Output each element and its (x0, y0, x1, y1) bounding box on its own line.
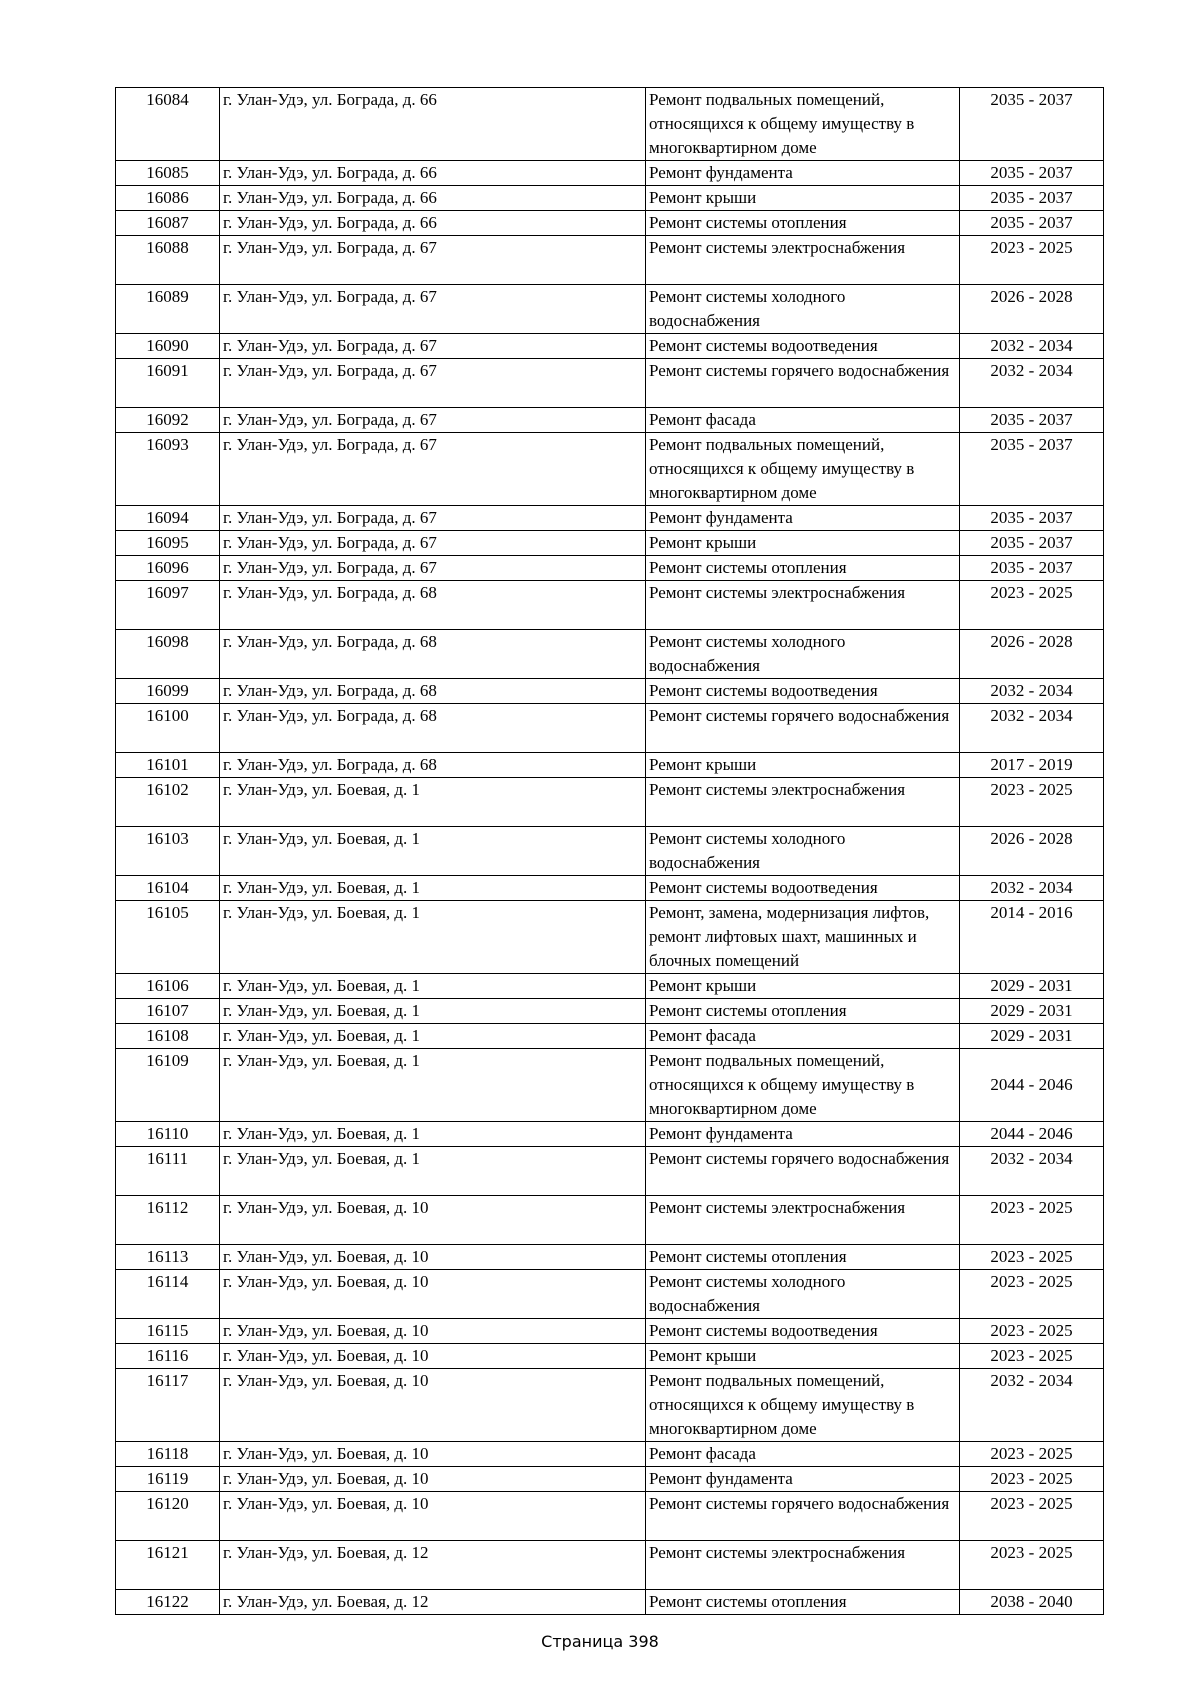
row-address: г. Улан-Удэ, ул. Бограда, д. 68 (220, 581, 646, 630)
table-row (116, 827, 1104, 876)
table-row (116, 778, 1104, 827)
row-work-type: Ремонт системы отопления (646, 999, 960, 1024)
row-work-type: Ремонт подвальных помещений, относящихся к общему имуществу в многоквартирном доме (646, 1369, 960, 1442)
row-number: 16102 (116, 778, 220, 827)
row-address: г. Улан-Удэ, ул. Бограда, д. 68 (220, 753, 646, 778)
row-work-type: Ремонт системы холодного водоснабжения (646, 285, 960, 334)
row-number: 16120 (116, 1492, 220, 1541)
row-work-type: Ремонт подвальных помещений, относящихся к общему имуществу в многоквартирном доме (646, 1049, 960, 1122)
table-row (116, 630, 1104, 679)
row-address: г. Улан-Удэ, ул. Боевая, д. 1 (220, 1122, 646, 1147)
row-address: г. Улан-Удэ, ул. Боевая, д. 1 (220, 901, 646, 974)
row-number: 16111 (116, 1147, 220, 1196)
row-work-type: Ремонт крыши (646, 974, 960, 999)
row-address: г. Улан-Удэ, ул. Бограда, д. 67 (220, 285, 646, 334)
table-row (116, 1319, 1104, 1344)
row-address: г. Улан-Удэ, ул. Боевая, д. 1 (220, 876, 646, 901)
row-work-type: Ремонт крыши (646, 753, 960, 778)
row-period: 2029 - 2031 (960, 999, 1104, 1024)
row-address: г. Улан-Удэ, ул. Боевая, д. 10 (220, 1492, 646, 1541)
row-work-type: Ремонт системы водоотведения (646, 334, 960, 359)
row-work-type: Ремонт системы горячего водоснабжения (646, 704, 960, 753)
row-address: г. Улан-Удэ, ул. Бограда, д. 67 (220, 334, 646, 359)
repair-schedule-table (115, 87, 1104, 1615)
table-row (116, 433, 1104, 506)
table-row (116, 161, 1104, 186)
row-number: 16093 (116, 433, 220, 506)
row-number: 16087 (116, 211, 220, 236)
row-work-type: Ремонт крыши (646, 1344, 960, 1369)
table-row (116, 901, 1104, 974)
row-address: г. Улан-Удэ, ул. Бограда, д. 66 (220, 161, 646, 186)
row-number: 16118 (116, 1442, 220, 1467)
row-period: 2023 - 2025 (960, 1319, 1104, 1344)
row-period: 2032 - 2034 (960, 359, 1104, 408)
row-number: 16094 (116, 506, 220, 531)
row-period: 2014 - 2016 (960, 901, 1104, 974)
row-number: 16097 (116, 581, 220, 630)
table-row (116, 753, 1104, 778)
row-period: 2023 - 2025 (960, 1541, 1104, 1590)
row-period: 2029 - 2031 (960, 1024, 1104, 1049)
row-number: 16088 (116, 236, 220, 285)
table-row (116, 1270, 1104, 1319)
row-period: 2032 - 2034 (960, 679, 1104, 704)
row-number: 16121 (116, 1541, 220, 1590)
row-period: 2023 - 2025 (960, 1196, 1104, 1245)
row-number: 16101 (116, 753, 220, 778)
row-address: г. Улан-Удэ, ул. Боевая, д. 10 (220, 1270, 646, 1319)
row-work-type: Ремонт подвальных помещений, относящихся к общему имуществу в многоквартирном доме (646, 433, 960, 506)
table-row (116, 1122, 1104, 1147)
row-number: 16113 (116, 1245, 220, 1270)
table-row (116, 1147, 1104, 1196)
row-number: 16096 (116, 556, 220, 581)
row-address: г. Улан-Удэ, ул. Боевая, д. 12 (220, 1541, 646, 1590)
row-work-type: Ремонт фасада (646, 408, 960, 433)
row-period: 2044 - 2046 (960, 1049, 1104, 1122)
row-number: 16109 (116, 1049, 220, 1122)
row-address: г. Улан-Удэ, ул. Боевая, д. 10 (220, 1442, 646, 1467)
row-number: 16092 (116, 408, 220, 433)
table-row (116, 334, 1104, 359)
row-address: г. Улан-Удэ, ул. Бограда, д. 67 (220, 408, 646, 433)
row-work-type: Ремонт системы холодного водоснабжения (646, 827, 960, 876)
row-work-type: Ремонт системы водоотведения (646, 1319, 960, 1344)
row-address: г. Улан-Удэ, ул. Боевая, д. 1 (220, 778, 646, 827)
row-work-type: Ремонт системы электроснабжения (646, 1541, 960, 1590)
row-work-type: Ремонт фундамента (646, 506, 960, 531)
row-period: 2023 - 2025 (960, 1270, 1104, 1319)
row-work-type: Ремонт системы электроснабжения (646, 778, 960, 827)
row-address: г. Улан-Удэ, ул. Боевая, д. 10 (220, 1245, 646, 1270)
table-row (116, 359, 1104, 408)
table-row (116, 1049, 1104, 1122)
row-address: г. Улан-Удэ, ул. Бограда, д. 67 (220, 359, 646, 408)
row-period: 2023 - 2025 (960, 1245, 1104, 1270)
row-work-type: Ремонт крыши (646, 531, 960, 556)
row-address: г. Улан-Удэ, ул. Боевая, д. 1 (220, 827, 646, 876)
row-period: 2035 - 2037 (960, 88, 1104, 161)
row-period: 2035 - 2037 (960, 161, 1104, 186)
table-row (116, 285, 1104, 334)
row-work-type: Ремонт системы горячего водоснабжения (646, 1492, 960, 1541)
table-row (116, 506, 1104, 531)
row-work-type: Ремонт системы электроснабжения (646, 581, 960, 630)
row-number: 16114 (116, 1270, 220, 1319)
row-period: 2023 - 2025 (960, 778, 1104, 827)
row-work-type: Ремонт системы холодного водоснабжения (646, 1270, 960, 1319)
row-number: 16115 (116, 1319, 220, 1344)
row-work-type: Ремонт системы водоотведения (646, 679, 960, 704)
row-address: г. Улан-Удэ, ул. Бограда, д. 68 (220, 704, 646, 753)
row-address: г. Улан-Удэ, ул. Бограда, д. 67 (220, 236, 646, 285)
row-address: г. Улан-Удэ, ул. Боевая, д. 10 (220, 1319, 646, 1344)
row-work-type: Ремонт системы электроснабжения (646, 1196, 960, 1245)
row-number: 16110 (116, 1122, 220, 1147)
table-row (116, 1541, 1104, 1590)
row-period: 2035 - 2037 (960, 531, 1104, 556)
row-period: 2032 - 2034 (960, 334, 1104, 359)
row-number: 16116 (116, 1344, 220, 1369)
row-work-type: Ремонт фундамента (646, 1122, 960, 1147)
row-number: 16104 (116, 876, 220, 901)
table-row (116, 236, 1104, 285)
row-work-type: Ремонт системы отопления (646, 1590, 960, 1615)
row-address: г. Улан-Удэ, ул. Боевая, д. 1 (220, 974, 646, 999)
row-address: г. Улан-Удэ, ул. Боевая, д. 10 (220, 1369, 646, 1442)
row-address: г. Улан-Удэ, ул. Бограда, д. 67 (220, 556, 646, 581)
row-work-type: Ремонт подвальных помещений, относящихся к общему имуществу в многоквартирном доме (646, 88, 960, 161)
table-row (116, 1245, 1104, 1270)
table-row (116, 999, 1104, 1024)
row-work-type: Ремонт системы электроснабжения (646, 236, 960, 285)
row-work-type: Ремонт системы горячего водоснабжения (646, 359, 960, 408)
row-work-type: Ремонт фасада (646, 1024, 960, 1049)
row-work-type: Ремонт системы горячего водоснабжения (646, 1147, 960, 1196)
row-period: 2032 - 2034 (960, 876, 1104, 901)
row-number: 16108 (116, 1024, 220, 1049)
row-work-type: Ремонт системы отопления (646, 556, 960, 581)
table-row (116, 1590, 1104, 1615)
row-address: г. Улан-Удэ, ул. Боевая, д. 10 (220, 1467, 646, 1492)
table-row (116, 581, 1104, 630)
row-address: г. Улан-Удэ, ул. Боевая, д. 1 (220, 1024, 646, 1049)
table-row (116, 1024, 1104, 1049)
row-period: 2044 - 2046 (960, 1122, 1104, 1147)
row-period: 2035 - 2037 (960, 433, 1104, 506)
row-number: 16084 (116, 88, 220, 161)
row-period: 2035 - 2037 (960, 408, 1104, 433)
table-row (116, 556, 1104, 581)
row-period: 2035 - 2037 (960, 506, 1104, 531)
row-period: 2023 - 2025 (960, 1492, 1104, 1541)
row-work-type: Ремонт, замена, модернизация лифтов, ремонт лифтовых шахт, машинных и блочных помещений (646, 901, 960, 974)
row-period: 2026 - 2028 (960, 827, 1104, 876)
row-address: г. Улан-Удэ, ул. Боевая, д. 1 (220, 1049, 646, 1122)
table-row (116, 1467, 1104, 1492)
row-number: 16100 (116, 704, 220, 753)
row-number: 16098 (116, 630, 220, 679)
row-address: г. Улан-Удэ, ул. Бограда, д. 67 (220, 506, 646, 531)
row-period: 2035 - 2037 (960, 556, 1104, 581)
row-address: г. Улан-Удэ, ул. Бограда, д. 68 (220, 630, 646, 679)
row-address: г. Улан-Удэ, ул. Боевая, д. 10 (220, 1196, 646, 1245)
row-period: 2032 - 2034 (960, 1147, 1104, 1196)
row-work-type: Ремонт фундамента (646, 161, 960, 186)
row-number: 16122 (116, 1590, 220, 1615)
table-row (116, 211, 1104, 236)
table-row (116, 531, 1104, 556)
row-number: 16106 (116, 974, 220, 999)
row-period: 2023 - 2025 (960, 1344, 1104, 1369)
row-period: 2035 - 2037 (960, 186, 1104, 211)
row-period: 2032 - 2034 (960, 1369, 1104, 1442)
row-period: 2026 - 2028 (960, 630, 1104, 679)
table-row (116, 1369, 1104, 1442)
row-number: 16119 (116, 1467, 220, 1492)
row-period: 2023 - 2025 (960, 1467, 1104, 1492)
row-work-type: Ремонт фасада (646, 1442, 960, 1467)
table-row (116, 1492, 1104, 1541)
row-address: г. Улан-Удэ, ул. Бограда, д. 66 (220, 88, 646, 161)
row-work-type: Ремонт системы отопления (646, 211, 960, 236)
table-row (116, 876, 1104, 901)
table-row (116, 186, 1104, 211)
table-row (116, 679, 1104, 704)
row-number: 16086 (116, 186, 220, 211)
row-address: г. Улан-Удэ, ул. Бограда, д. 67 (220, 433, 646, 506)
row-number: 16095 (116, 531, 220, 556)
table-row (116, 88, 1104, 161)
table-row (116, 704, 1104, 753)
row-address: г. Улан-Удэ, ул. Бограда, д. 67 (220, 531, 646, 556)
row-address: г. Улан-Удэ, ул. Боевая, д. 1 (220, 999, 646, 1024)
table-row (116, 408, 1104, 433)
table-row (116, 1344, 1104, 1369)
row-number: 16105 (116, 901, 220, 974)
row-number: 16099 (116, 679, 220, 704)
row-address: г. Улан-Удэ, ул. Боевая, д. 1 (220, 1147, 646, 1196)
row-period: 2023 - 2025 (960, 581, 1104, 630)
row-period: 2035 - 2037 (960, 211, 1104, 236)
row-work-type: Ремонт фундамента (646, 1467, 960, 1492)
row-number: 16089 (116, 285, 220, 334)
row-address: г. Улан-Удэ, ул. Бограда, д. 68 (220, 679, 646, 704)
row-number: 16091 (116, 359, 220, 408)
row-address: г. Улан-Удэ, ул. Бограда, д. 66 (220, 211, 646, 236)
table-row (116, 974, 1104, 999)
row-period: 2023 - 2025 (960, 236, 1104, 285)
row-number: 16117 (116, 1369, 220, 1442)
row-number: 16107 (116, 999, 220, 1024)
row-work-type: Ремонт системы водоотведения (646, 876, 960, 901)
row-period: 2023 - 2025 (960, 1442, 1104, 1467)
row-period: 2038 - 2040 (960, 1590, 1104, 1615)
table-row (116, 1442, 1104, 1467)
row-address: г. Улан-Удэ, ул. Бограда, д. 66 (220, 186, 646, 211)
row-period: 2032 - 2034 (960, 704, 1104, 753)
row-number: 16103 (116, 827, 220, 876)
row-period: 2029 - 2031 (960, 974, 1104, 999)
row-period: 2017 - 2019 (960, 753, 1104, 778)
table-body (116, 88, 1104, 1615)
row-work-type: Ремонт крыши (646, 186, 960, 211)
page-number: Страница 398 (541, 1632, 659, 1651)
table-row (116, 1196, 1104, 1245)
row-address: г. Улан-Удэ, ул. Боевая, д. 10 (220, 1344, 646, 1369)
row-work-type: Ремонт системы холодного водоснабжения (646, 630, 960, 679)
row-period: 2026 - 2028 (960, 285, 1104, 334)
row-work-type: Ремонт системы отопления (646, 1245, 960, 1270)
row-number: 16090 (116, 334, 220, 359)
row-number: 16112 (116, 1196, 220, 1245)
row-number: 16085 (116, 161, 220, 186)
row-address: г. Улан-Удэ, ул. Боевая, д. 12 (220, 1590, 646, 1615)
